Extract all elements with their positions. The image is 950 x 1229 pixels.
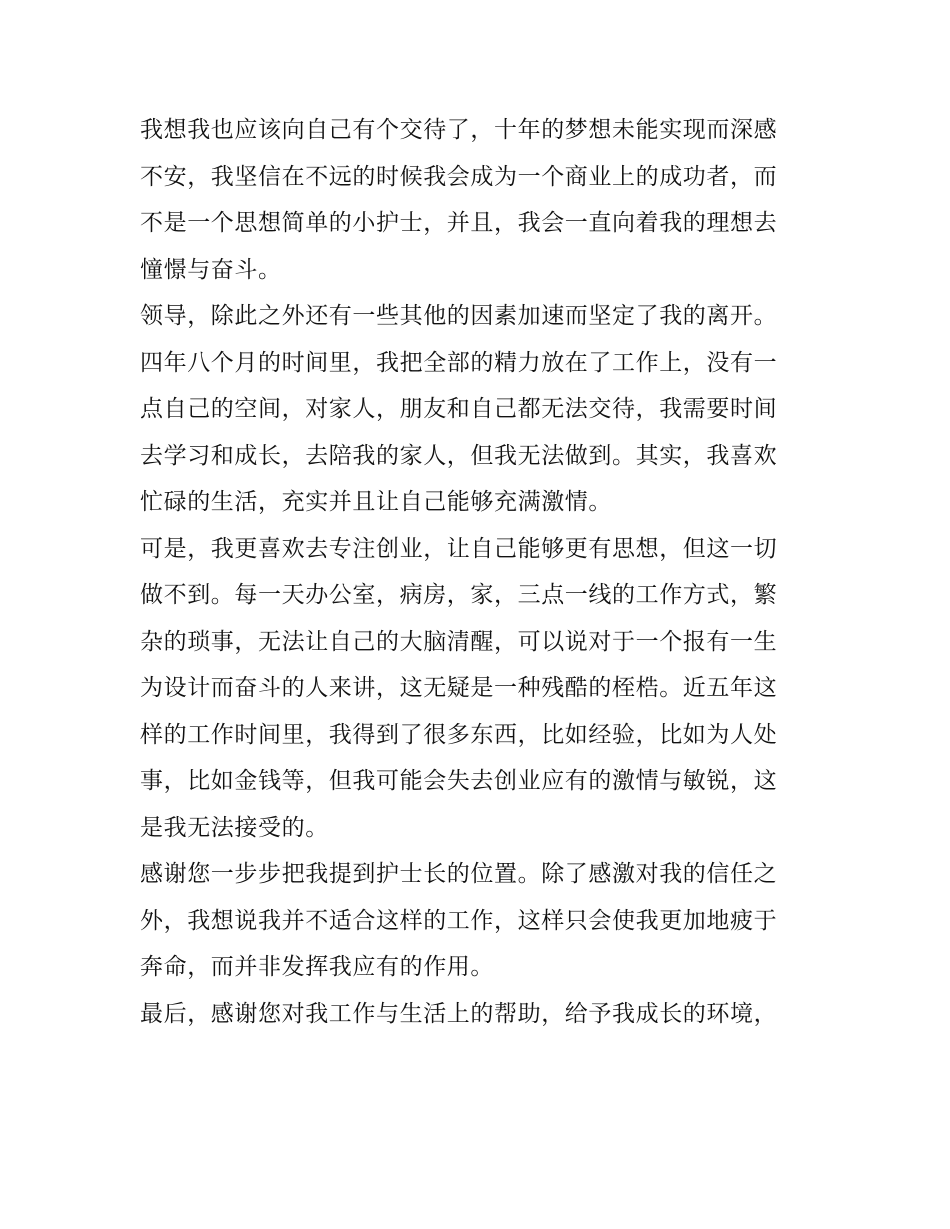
text-line: 事，比如金钱等，但我可能会失去创业应有的激情与敏锐，这 — [140, 768, 778, 794]
text-line: 领导，除此之外还有一些其他的因素加速而坚定了我的离开。 — [140, 303, 778, 329]
text-line: 杂的琐事，无法让自己的大脑清醒，可以说对于一个报有一生 — [140, 628, 778, 655]
paragraph-3 — [140, 526, 812, 852]
text-line: 忙碌的生活，充实并且让自己能够充满激情。 — [140, 489, 612, 515]
text-line: 最后，感谢您对我工作与生活上的帮助，给予我成长的环境， — [140, 1000, 778, 1027]
text-line: 感谢您一步步把我提到护士长的位置。除了感激对我的信任之 — [140, 861, 778, 887]
paragraph-1 — [140, 107, 812, 293]
document-body — [140, 107, 812, 1037]
text-line: 样的工作时间里，我得到了很多东西，比如经验，比如为人处 — [140, 721, 778, 748]
text-line: 外，我想说我并不适合这样的工作，这样只会使我更加地疲于 — [140, 907, 778, 934]
paragraph-5 — [140, 991, 812, 1038]
text-line: 可是，我更喜欢去专注创业，让自己能够更有思想，但这一切 — [140, 535, 778, 562]
text-line: 为设计而奋斗的人来讲，这无疑是一种残酷的桎梏。近五年这 — [140, 675, 778, 701]
text-line: 去学习和成长，去陪我的家人，但我无法做到。其实，我喜欢 — [140, 442, 778, 469]
text-line: 我想我也应该向自己有个交待了，十年的梦想未能实现而深感 — [140, 117, 778, 143]
paragraph-4 — [140, 851, 812, 991]
paragraph-2 — [140, 293, 812, 526]
text-line: 四年八个月的时间里，我把全部的精力放在了工作上，没有一 — [140, 349, 778, 376]
text-line: 点自己的空间，对家人，朋友和自己都无法交待，我需要时间 — [140, 396, 778, 422]
text-line: 奔命，而并非发挥我应有的作用。 — [140, 954, 494, 980]
text-line: 憧憬与奋斗。 — [140, 256, 282, 283]
text-line: 是我无法接受的。 — [140, 814, 329, 841]
text-line: 做不到。每一天办公室，病房，家，三点一线的工作方式，繁 — [140, 582, 778, 608]
text-line: 不是一个思想简单的小护士，并且，我会一直向着我的理想去 — [140, 210, 778, 236]
text-line: 不安，我坚信在不远的时候我会成为一个商业上的成功者，而 — [140, 163, 778, 190]
